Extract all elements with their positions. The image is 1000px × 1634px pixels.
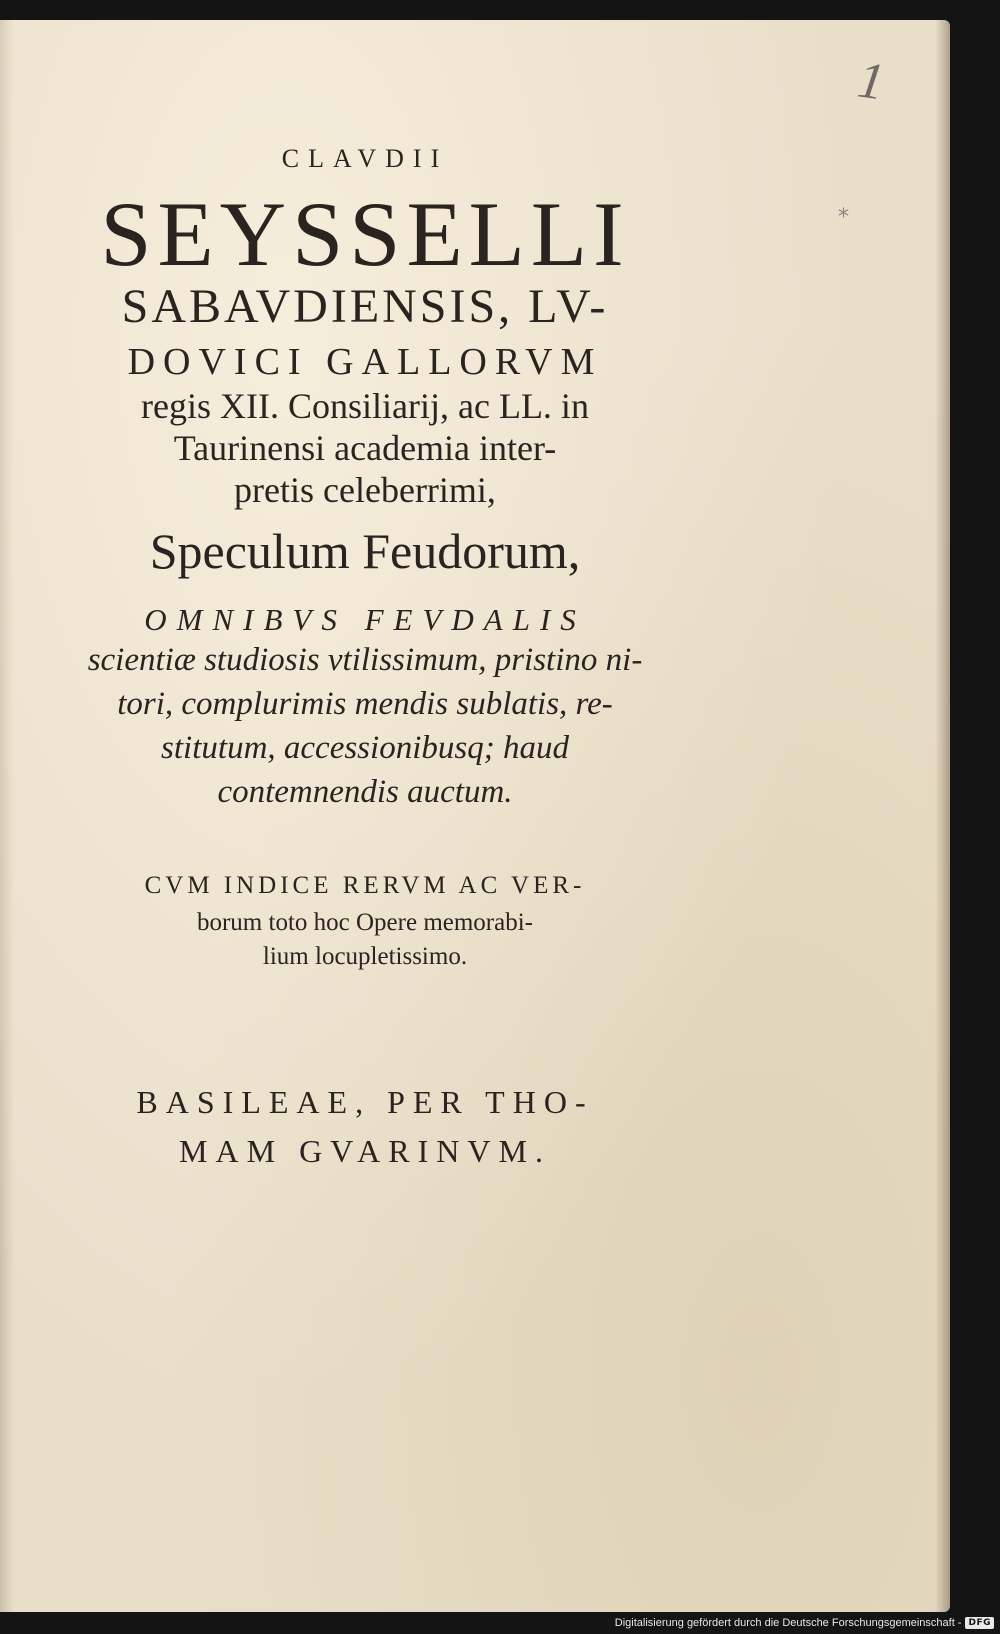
work-title: Speculum Feudorum,	[149, 523, 581, 579]
page-edge-shadow	[935, 20, 950, 1612]
author-first-name: CLAVDII	[281, 144, 449, 173]
title-line-10: scientiæ studiosis vtilissimum, pristino ni-	[87, 642, 643, 678]
margin-star-mark: *	[838, 205, 849, 230]
title-line-5: regis XII. Consiliarij, ac LL. in	[141, 386, 589, 426]
title-line-7: pretis celeberrimi,	[234, 470, 496, 510]
title-line-6: Taurinensi academia inter-	[173, 428, 557, 468]
index-line-2: borum toto hoc Opere memorabi-	[196, 909, 533, 936]
folio-number: 1	[854, 51, 888, 112]
title-line-9: OMNIBVS FEVDALIS	[144, 602, 586, 637]
title-line-13: contemnendis auctum.	[217, 774, 513, 810]
dfg-logo: DFG	[965, 1617, 994, 1629]
index-line-3: lium locupletissimo.	[262, 943, 468, 970]
title-line-11: tori, complurimis mendis sublatis, re-	[117, 686, 613, 722]
index-line-1: CVM INDICE RERVM AC VER-	[144, 872, 586, 899]
imprint-line-2: MAM GVARINVM.	[179, 1133, 551, 1169]
imprint-line-1: BASILEAE, PER THO-	[136, 1084, 594, 1120]
title-line-3: SABAVDIENSIS, LV-	[121, 280, 609, 333]
author-surname: SEYSSELLI	[100, 183, 630, 285]
digitization-credit	[615, 1614, 994, 1632]
title-line-12: stitutum, accessionibusq; haud	[161, 730, 569, 766]
title-line-4: DOVICI GALLORVM	[127, 341, 603, 383]
credit-text: Digitalisierung gefördert durch die Deutsche Forschungsgemeinschaft -	[614, 1617, 962, 1629]
